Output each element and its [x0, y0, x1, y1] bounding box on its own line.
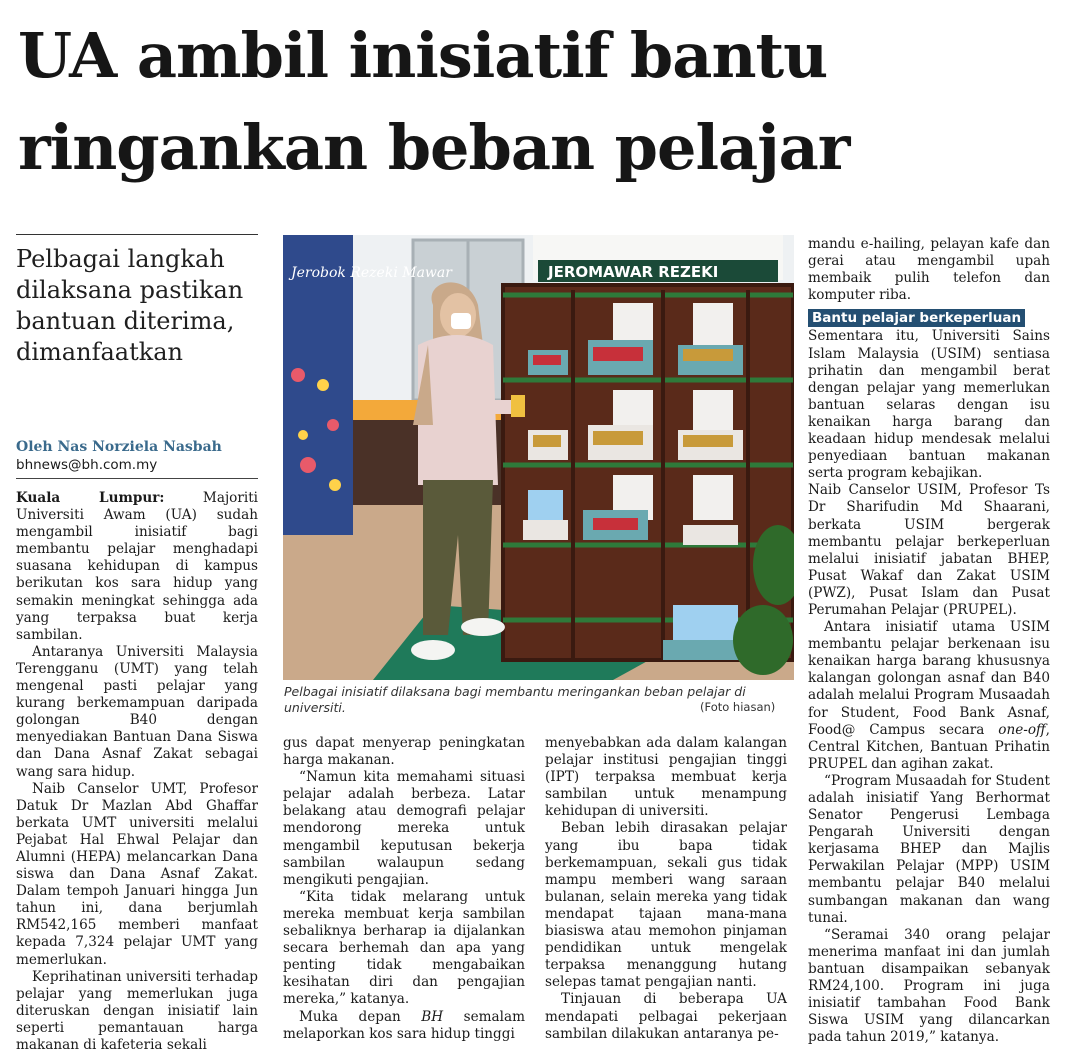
photo-credit: (Foto hiasan)	[700, 700, 776, 714]
body-column-3	[545, 735, 787, 1043]
paragraph: “Kita tidak melarang untuk mereka membuat kerja sambilan sebaliknya berharap ia dijalankan secara berhemah dan apa yang penting tidak mengabaikan kesihatan diri dan pengajian mereka,” katanya.	[283, 888, 525, 1008]
paragraph	[16, 490, 258, 644]
paragraph: menyebabkan ada dalam kalangan pelajar institusi pengajian tinggi (IPT) terpaksa membuat kerja sambilan untuk menampung kehidupan di universiti.	[545, 735, 787, 820]
publication-name: BH	[421, 1008, 444, 1025]
paragraph-text: Muka depan	[299, 1008, 422, 1025]
section-subhead: Bantu pelajar berkeperluan	[808, 309, 1025, 327]
paragraph: Sementara itu, Universiti Sains Islam Malaysia (USIM) sentiasa prihatin dan mengambil berat dengan pelajar yang memerlukan bantuan selaras dengan isu kenaikan harga barang dan keadaan hidup mendesak melalui penyediaan bantuan makanan serta program kebajikan.	[808, 328, 1050, 482]
paragraph: mandu e-hailing, pelayan kafe dan gerai atau mengambil upah membaik pulih telefon dan komputer riba.	[808, 236, 1050, 304]
headline	[18, 10, 1058, 194]
byline-email: bhnews@bh.com.my	[16, 457, 158, 473]
paragraph: Keprihatinan universiti terhadap pelajar yang memerlukan juga diteruskan dengan inisiatif lain seperti pemantauan harga makanan di kafeteria sekali	[16, 968, 258, 1053]
deck-top-rule	[16, 234, 258, 235]
paragraph: Tinjauan di beberapa UA mendapati pelbagai pekerjaan sambilan dilakukan antaranya pe-	[545, 991, 787, 1042]
headline-line-2: ringankan beban pelajar	[18, 111, 850, 184]
byline-author: Oleh Nas Norziela Nasbah	[16, 439, 222, 455]
paragraph: “Namun kita memahami situasi pelajar adalah berbeza. Latar belakang atau demografi pelajar mendorong mereka untuk mengambil keputusan bekerja sambilan walaupun sedang mengikuti pengajian.	[283, 769, 525, 888]
emphasis-text: one-off	[998, 721, 1046, 738]
byline	[16, 438, 258, 474]
article-photo	[283, 235, 794, 680]
byline-rule	[16, 478, 258, 479]
body-column-2	[283, 735, 525, 1043]
paragraph-text: , Central Kitchen, Bantuan Prihatin PRUPEL dan agihan zakat.	[808, 721, 1050, 772]
paragraph: gus dapat menyerap peningkatan harga makanan.	[283, 735, 525, 769]
body-column-4	[808, 236, 1050, 1046]
paragraph	[283, 1009, 525, 1043]
paragraph-text: Majoriti Universiti Awam (UA) sudah mengambil inisiatif bagi membantu pelajar menghadapi suasana kehidupan di kampus berikutan kos sara hidup yang semakin meningkat sehingga ada yang terpaksa buat kerja sambilan.	[16, 490, 259, 643]
dateline: Kuala Lumpur:	[16, 490, 165, 506]
body-column-1	[16, 490, 258, 1054]
paragraph: Antaranya Universiti Malaysia Terengganu (UMT) yang telah mengenal pasti pelajar yang kurang berkemampuan daripada golongan B40 dengan menyediakan Bantuan Dana Siswa dan Dana Asnaf Zakat sebagai wang sara hidup.	[16, 643, 258, 780]
paragraph: “Seramai 340 orang pelajar menerima manfaat ini dan jumlah bantuan disampaikan sebanyak RM24,100. Program ini juga inisiatif tambahan Food Bank Siswa USIM yang dilancarkan pada tahun 2019,” katanya.	[808, 926, 1050, 1046]
photo-caption: Pelbagai inisiatif dilaksana bagi membantu meringankan beban pelajar di universiti.	[284, 684, 746, 715]
photo-illustration	[283, 235, 794, 680]
deck-subheadline: Pelbagai langkah dilaksana pastikan bantuan diterima, dimanfaatkan	[16, 245, 244, 366]
paragraph: Beban lebih dirasakan pelajar yang ibu bapa tidak berkemampuan, sekali gus tidak mampu memberi wang saraan bulanan, selain mereka yang tidak mendapat tajaan mana-mana biasiswa atau memohon pinjaman pendidikan untuk mengelak terpaksa menanggung hutang selepas tamat pengajian nanti.	[545, 820, 787, 991]
paragraph	[808, 619, 1050, 773]
poster-text: Jerobok Rezeki Mawar	[291, 265, 452, 281]
paragraph: Naib Canselor USIM, Profesor Ts Dr Sharifudin Md Shaarani, berkata USIM bergerak membantu pelajar berkeperluan melalui inisiatif jabatan BHEP, Pusat Wakaf dan Zakat USIM (PWZ), Pusat Islam dan Pusat Perumahan Pelajar (PRUPEL).	[808, 482, 1050, 618]
subhead-wrapper	[808, 309, 1050, 327]
headline-line-1: UA ambil inisiatif bantu	[18, 19, 828, 92]
paragraph-text: semalam melaporkan kos sara hidup tinggi	[283, 1008, 525, 1042]
paragraph-text: Antara inisiatif utama USIM membantu pelajar berkenaan isu kenaikan harga barang khususnya kalangan golongan asnaf dan B40 adalah melalui Program Musaadah for Student, Food Bank Asnaf, Food@ Campus secara	[808, 619, 1050, 738]
paragraph: “Program Musaadah for Student adalah inisiatif Yang Berhormat Senator Pengerusi Lembaga Pengarah Universiti dengan kerjasama BHEP dan Majlis Perwakilan Pelajar (MPP) USIM membantu pelajar B40 melalui sumbangan makanan dan wang tunai.	[808, 772, 1050, 926]
paragraph: Naib Canselor UMT, Profesor Datuk Dr Mazlan Abd Ghaffar berkata UMT universiti melalui Pejabat Hal Ehwal Pelajar dan Alumni (HEPA) melancarkan Dana siswa dan Dana Asnaf Zakat. Dalam tempoh Januari hingga Jun tahun ini, dana berjumlah RM542,165 memberi manfaat kepada 7,324 pelajar UMT yang memerlukan.	[16, 780, 258, 968]
banner-text: JEROMAWAR REZEKI	[548, 263, 719, 281]
